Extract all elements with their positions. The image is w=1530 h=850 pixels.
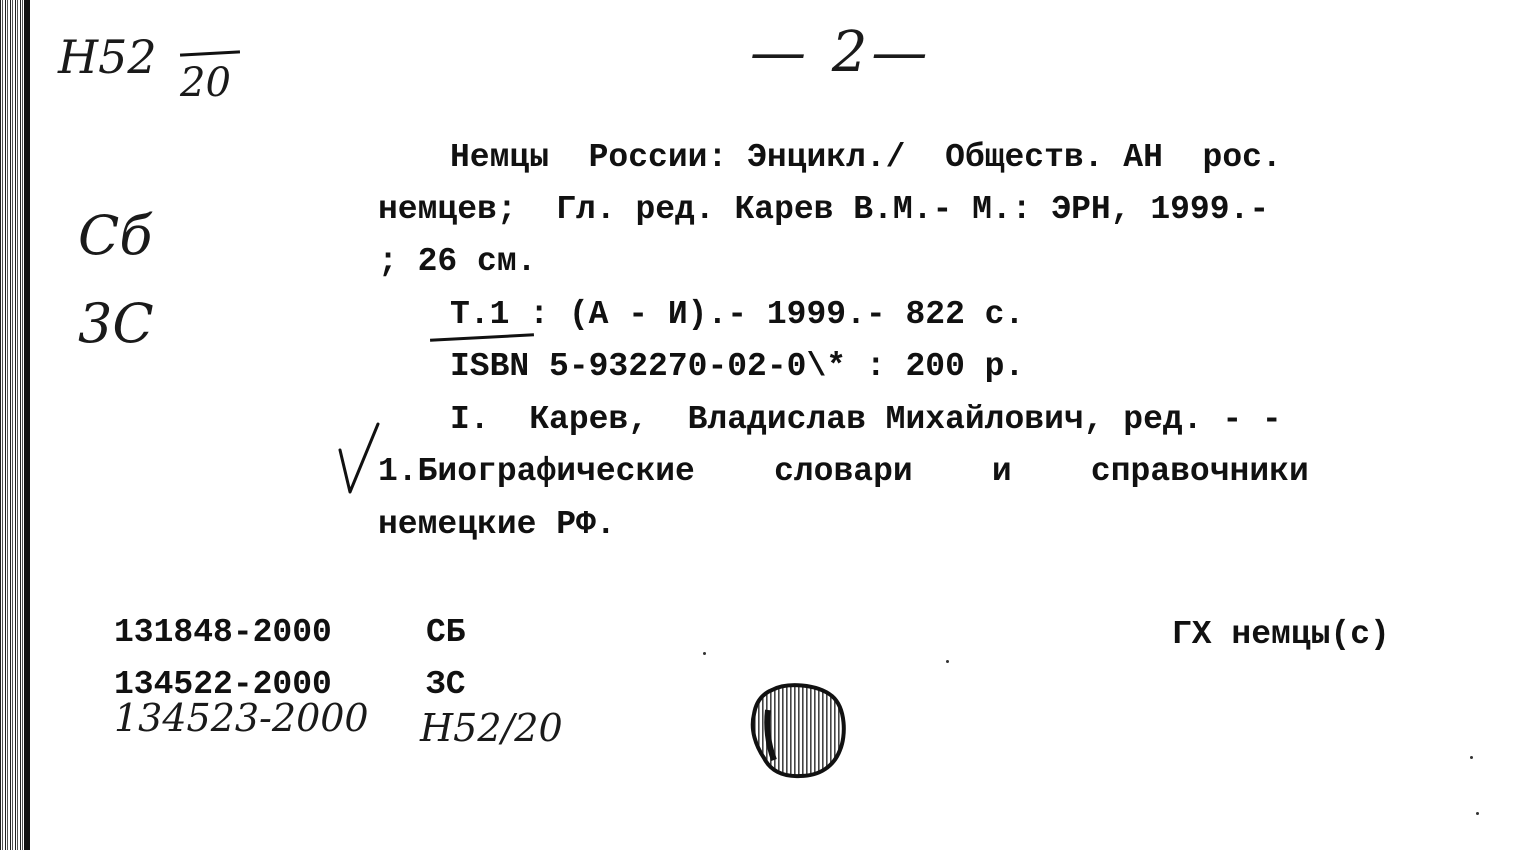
subject-code: ГХ немцы(с) bbox=[1172, 616, 1390, 653]
ink-stamp-icon bbox=[742, 680, 850, 780]
handwritten-inventory: 134523-2000 bbox=[114, 696, 369, 740]
speck bbox=[1476, 812, 1479, 815]
entry-line-1: Немцы России: Энцикл./ Обществ. АН рос. bbox=[450, 139, 1282, 176]
entry-editor-line: I. Карев, Владислав Михайлович, ред. - - bbox=[450, 401, 1282, 438]
holding-location-1: СБ bbox=[426, 614, 466, 651]
entry-subject-line: 1.Биографические словари и справочники bbox=[378, 453, 1309, 490]
entry-isbn-line: ISBN 5-932270-02-0\* : 200 р. bbox=[450, 348, 1025, 385]
side-mark-sb: Сб bbox=[78, 204, 153, 267]
entry-line-3: ; 26 см. bbox=[378, 243, 537, 280]
holding-location-2: ЗС bbox=[426, 666, 466, 703]
speck bbox=[703, 652, 706, 655]
speck bbox=[946, 660, 949, 663]
entry-volume-line: Т.1 : (А - И).- 1999.- 822 с. bbox=[450, 296, 1025, 333]
page-number: — 2— bbox=[750, 20, 932, 85]
holding-inventory-1: 131848-2000 bbox=[114, 614, 332, 651]
scanned-card-edge bbox=[0, 0, 30, 850]
shelf-mark-bar bbox=[180, 50, 240, 56]
holding-inventory-2: 134522-2000 bbox=[114, 666, 332, 703]
speck bbox=[1470, 756, 1473, 759]
check-mark-icon bbox=[336, 420, 382, 496]
side-mark-zs: 3С bbox=[78, 292, 154, 355]
entry-line-2: немцев; Гл. ред. Карев В.М.- М.: ЭРН, 1999.- bbox=[378, 191, 1270, 228]
shelf-mark-sub: 20 bbox=[180, 60, 231, 106]
entry-subject-line-2: немецкие РФ. bbox=[378, 506, 616, 543]
shelf-mark-main: H52 bbox=[58, 30, 157, 84]
handwritten-shelf-mark: H52/20 bbox=[420, 706, 563, 750]
